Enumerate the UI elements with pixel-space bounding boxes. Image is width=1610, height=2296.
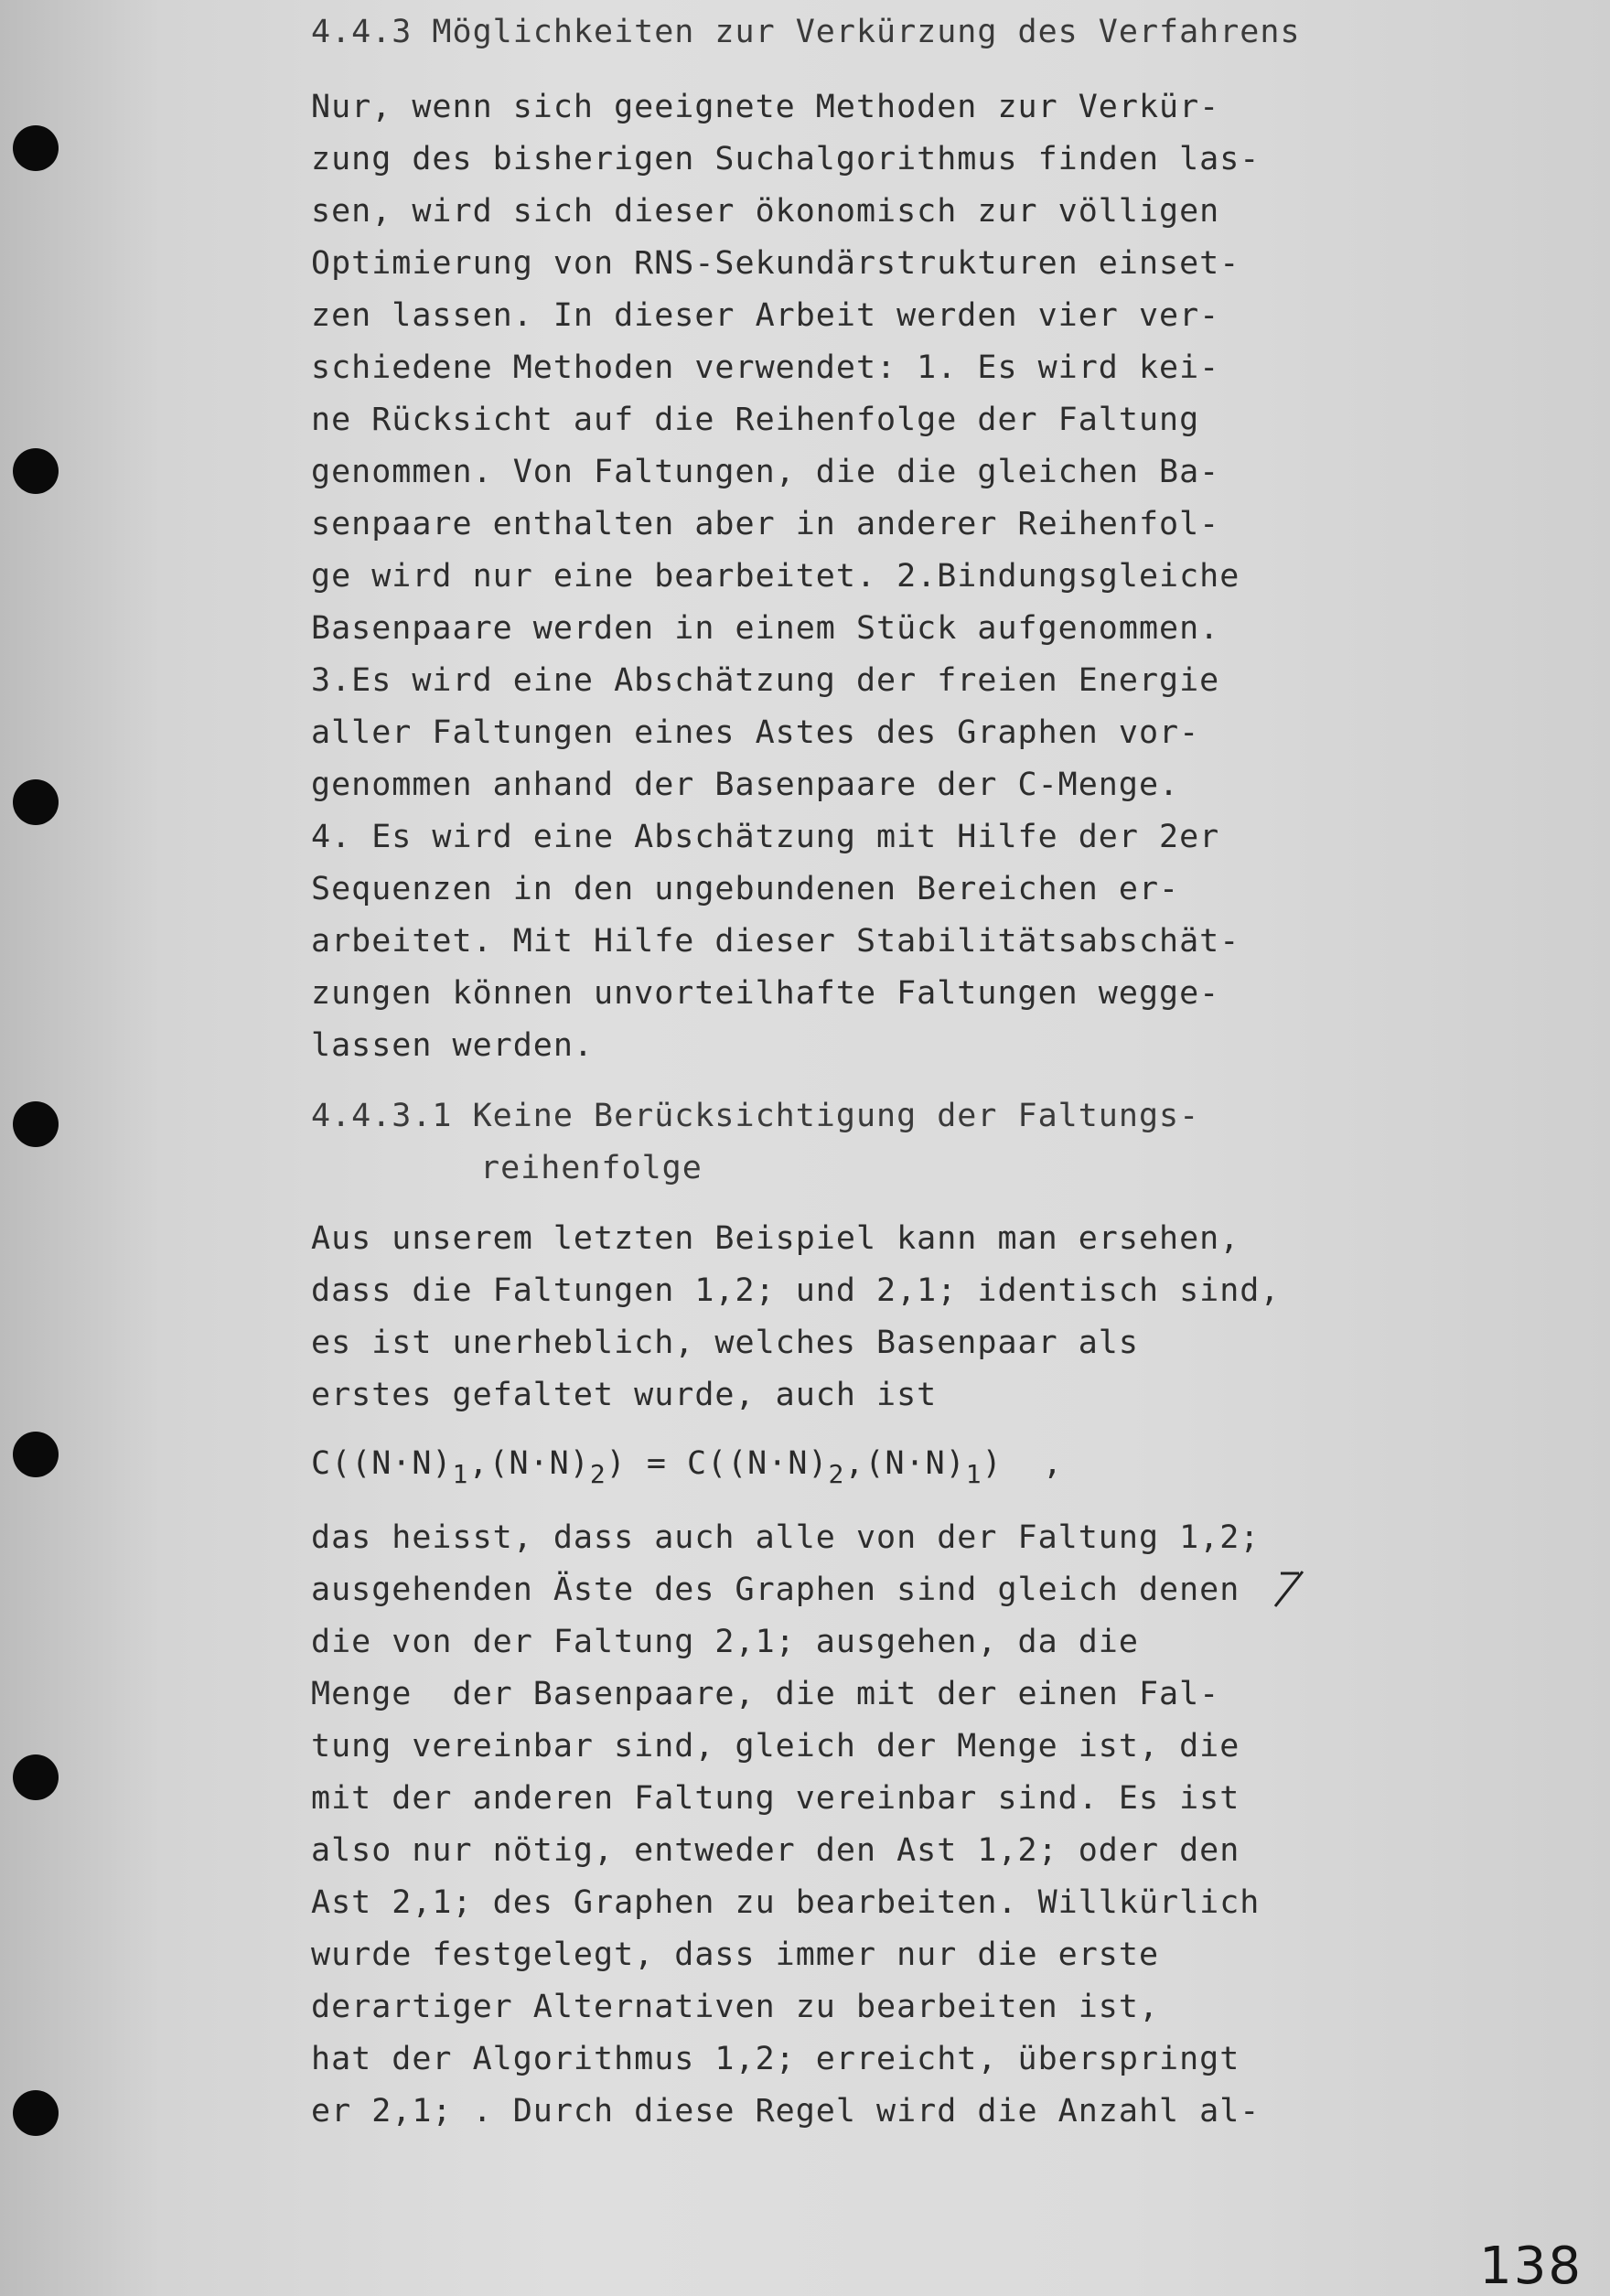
text-line: Menge der Basenpaare, die mit der einen Fal- — [311, 1676, 1220, 1712]
formula-part: C((N·N) — [311, 1445, 453, 1482]
text-line: sen, wird sich dieser ökonomisch zur völligen — [311, 193, 1220, 230]
text-line: ge wird nur eine bearbeitet. 2.Bindungsgleiche — [311, 558, 1240, 595]
formula-subscript: 1 — [452, 1459, 469, 1489]
text-line: zen lassen. In dieser Arbeit werden vier ver- — [311, 297, 1220, 334]
text-line: also nur nötig, entweder den Ast 1,2; oder den — [311, 1832, 1240, 1869]
text-line: Nur, wenn sich geeignete Methoden zur Verkür- — [311, 89, 1220, 125]
text-line: hat der Algorithmus 1,2; erreicht, überspringt — [311, 2041, 1240, 2077]
text-line: wurde festgelegt, dass immer nur die erste — [311, 1937, 1160, 1973]
handwritten-correction-mark — [1272, 1566, 1308, 1612]
text-line: mit der anderen Faltung vereinbar sind. Es ist — [311, 1780, 1240, 1817]
text-line: genommen anhand der Basenpaare der C-Menge. — [311, 767, 1180, 803]
punch-hole — [13, 2090, 59, 2136]
formula — [311, 1445, 1063, 1489]
punch-hole — [13, 1101, 59, 1147]
text-line: Aus unserem letzten Beispiel kann man ersehen, — [311, 1220, 1240, 1257]
text-line: derartiger Alternativen zu bearbeiten ist, — [311, 1989, 1160, 2025]
text-line: er 2,1; . Durch diese Regel wird die Anzahl al- — [311, 2093, 1261, 2130]
text-line: Optimierung von RNS-Sekundärstrukturen einset- — [311, 245, 1240, 282]
text-line: zung des bisherigen Suchalgorithmus finden las- — [311, 141, 1261, 177]
punch-hole — [13, 125, 59, 171]
text-line: lassen werden. — [311, 1027, 595, 1064]
text-line: aller Faltungen eines Astes des Graphen vor- — [311, 714, 1200, 751]
formula-subscript: 1 — [965, 1459, 982, 1489]
formula-part: ) , — [982, 1445, 1063, 1482]
text-line: Ast 2,1; des Graphen zu bearbeiten. Willkürlich — [311, 1884, 1261, 1921]
text-line: Basenpaare werden in einem Stück aufgenommen. — [311, 610, 1220, 647]
formula-subscript: 2 — [828, 1459, 845, 1489]
text-line: ne Rücksicht auf die Reihenfolge der Faltung — [311, 402, 1200, 438]
text-line: ausgehenden Äste des Graphen sind gleich denen — [311, 1572, 1240, 1608]
text-line: genommen. Von Faltungen, die die gleichen Ba- — [311, 454, 1220, 490]
section-heading: 4.4.3 Möglichkeiten zur Verkürzung des Verfahrens — [311, 14, 1301, 50]
formula-subscript: 2 — [589, 1459, 606, 1489]
formula-part: ) = C((N·N) — [606, 1445, 829, 1482]
text-line: senpaare enthalten aber in anderer Reihenfol- — [311, 506, 1220, 542]
formula-part: ,(N·N) — [468, 1445, 590, 1482]
text-line: 3.Es wird eine Abschätzung der freien Energie — [311, 662, 1220, 699]
text-line: erstes gefaltet wurde, auch ist — [311, 1377, 938, 1413]
page-number: 138 — [1479, 2237, 1583, 2296]
text-line: arbeitet. Mit Hilfe dieser Stabilitätsabschät- — [311, 923, 1240, 960]
punch-hole — [13, 1754, 59, 1800]
text-line: die von der Faltung 2,1; ausgehen, da die — [311, 1624, 1139, 1660]
text-line: es ist unerheblich, welches Basenpaar als — [311, 1325, 1139, 1361]
subsection-heading-continued: reihenfolge — [480, 1150, 703, 1186]
text-line: dass die Faltungen 1,2; und 2,1; identisch sind, — [311, 1272, 1281, 1309]
subsection-heading: 4.4.3.1 Keine Berücksichtigung der Faltungs- — [311, 1098, 1200, 1134]
formula-part: ,(N·N) — [844, 1445, 966, 1482]
text-line: schiedene Methoden verwendet: 1. Es wird kei- — [311, 349, 1220, 386]
text-line: Sequenzen in den ungebundenen Bereichen er- — [311, 871, 1180, 907]
punch-hole — [13, 448, 59, 494]
text-line: tung vereinbar sind, gleich der Menge ist, die — [311, 1728, 1240, 1765]
punch-hole — [13, 779, 59, 825]
text-line: 4. Es wird eine Abschätzung mit Hilfe der 2er — [311, 819, 1220, 855]
punch-hole — [13, 1432, 59, 1477]
text-line: das heisst, dass auch alle von der Faltung 1,2; — [311, 1519, 1261, 1556]
text-line: zungen können unvorteilhafte Faltungen wegge- — [311, 975, 1220, 1012]
